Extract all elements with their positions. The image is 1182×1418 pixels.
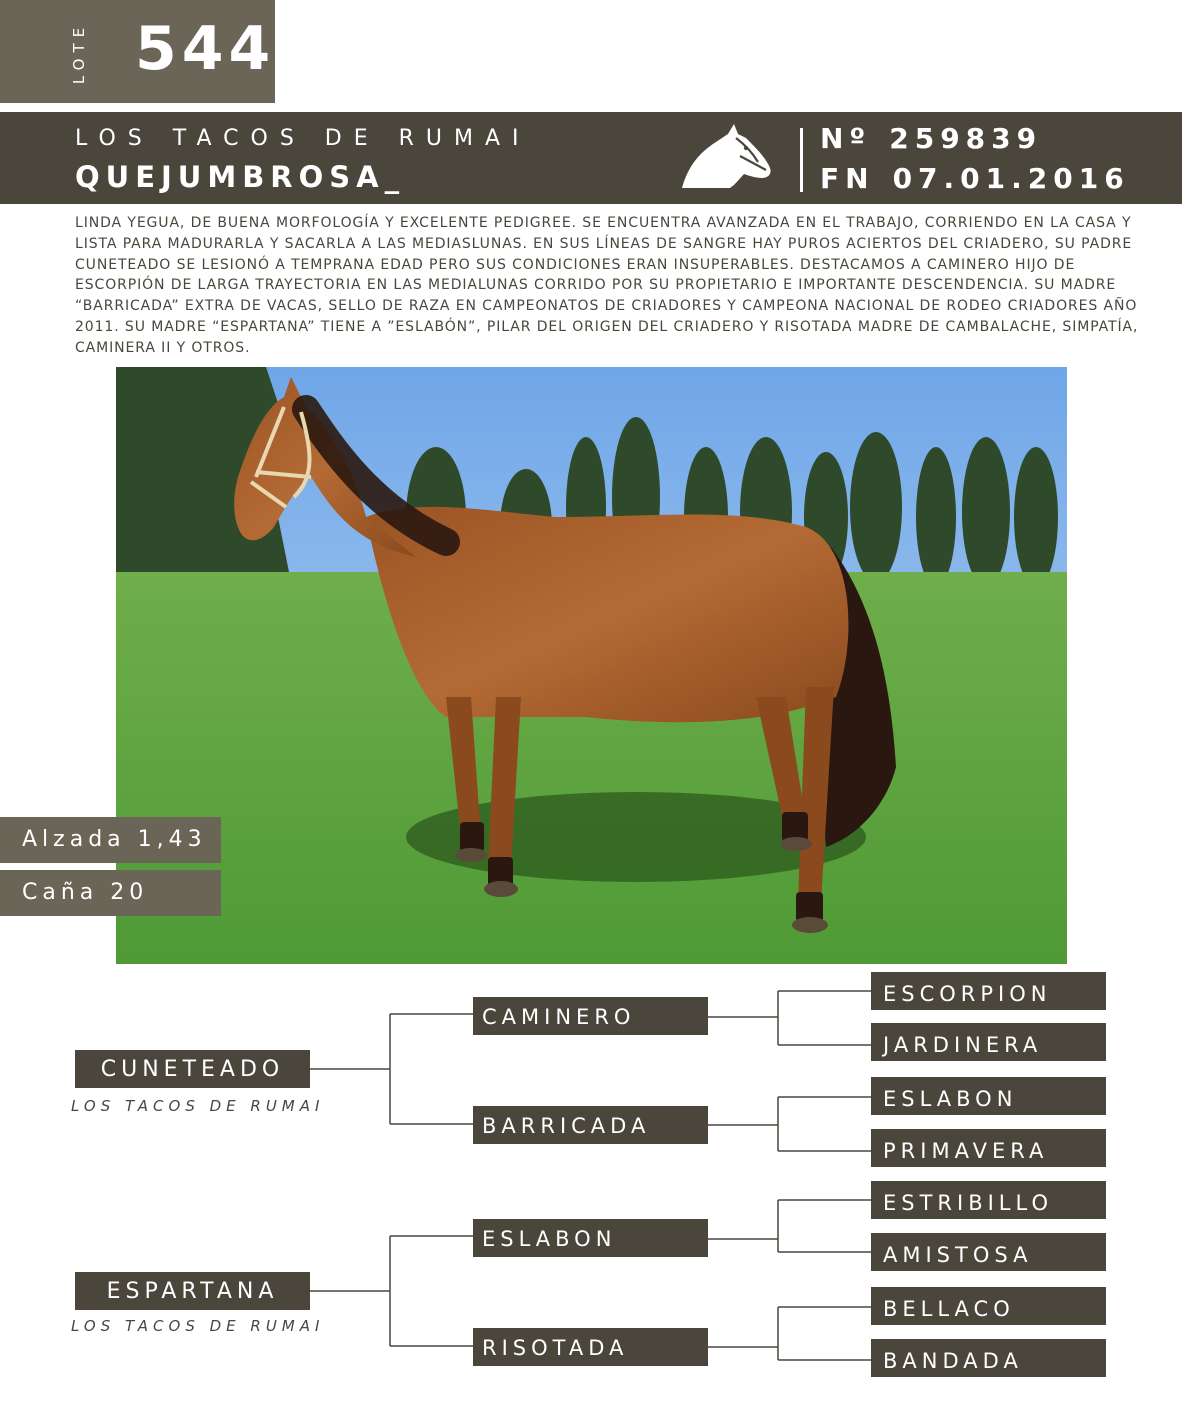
gen2-maternal-grandsire: ESLABON — [473, 1219, 708, 1257]
gen3-ancestor: JARDINERA — [871, 1023, 1106, 1061]
cana-badge: Caña 20 — [0, 870, 221, 916]
lot-box — [0, 0, 275, 103]
gen3-ancestor: BANDADA — [871, 1339, 1106, 1377]
lot-label: LOTE — [70, 21, 89, 85]
sire-breeder: LOS TACOS DE RUMAI — [71, 1097, 325, 1115]
header-divider — [800, 128, 803, 192]
horse-photo — [116, 367, 1067, 964]
registration-line — [820, 122, 1042, 155]
breeder-name: LOS TACOS DE RUMAI — [75, 126, 531, 151]
gen3-ancestor: ESCORPION — [871, 972, 1106, 1010]
birth-line — [820, 162, 1130, 195]
gen2-paternal-granddam: BARRICADA — [473, 1106, 708, 1144]
horse-head-icon — [678, 122, 774, 194]
horse-name: QUEJUMBROSA_ — [75, 160, 406, 194]
birth-date: 07.01.2016 — [892, 162, 1130, 195]
gen2-maternal-granddam: RISOTADA — [473, 1328, 708, 1366]
pedigree-tree — [0, 960, 1182, 1418]
gen3-ancestor: PRIMAVERA — [871, 1129, 1106, 1167]
dam-breeder: LOS TACOS DE RUMAI — [71, 1317, 325, 1335]
registration-number: 259839 — [889, 122, 1043, 155]
description-text: LINDA YEGUA, DE BUENA MORFOLOGÍA Y EXCELENTE PEDIGREE. SE ENCUENTRA AVANZADA EN EL TRABAJO, CORRIENDO EN LA CASA Y LISTA PARA MADURARLA Y SACARLA A LAS MEDIASLUNAS. EN SUS LÍNEAS DE SANGRE HAY PUROS ACIERTOS DEL CRIADERO, SU PADRE CUNETEADO SE LESIONÓ A TEMPRANA EDAD PERO SUS CONDICIONES ERAN INSUPERABLES. DESTACAMOS A CAMINERO HIJO DE ESCORPIÓN DE LARGA TRAYECTORIA EN LAS MEDIALUNAS CORRIDO POR SU PROPIETARIO E IMPORTANTE DESCENDENCIA. SU MADRE “BARRICADA” EXTRA DE VACAS, SELLO DE RAZA EN CAMPEONATOS DE CRIADORES Y CAMPEONA NACIONAL DE RODEO CRIADORES AÑO 2011. SU MADRE “ESPARTANA” TIENE A ”ESLABÓN”, PILAR DEL ORIGEN DEL CRIADERO Y RISOTADA MADRE DE CAMBALACHE, SIMPATÍA, CAMINERA II Y OTROS. — [75, 215, 1139, 356]
lot-label-wrapper — [70, 18, 96, 88]
dam-name: ESPARTANA — [75, 1272, 310, 1310]
gen3-ancestor: BELLACO — [871, 1287, 1106, 1325]
gen2-paternal-grandsire: CAMINERO — [473, 997, 708, 1035]
header-bar — [0, 112, 1182, 204]
alzada-badge: Alzada 1,43 — [0, 817, 221, 863]
gen3-ancestor: ESLABON — [871, 1077, 1106, 1115]
gen3-ancestor: ESTRIBILLO — [871, 1181, 1106, 1219]
registration-label: Nº — [820, 122, 872, 155]
gen3-ancestor: AMISTOSA — [871, 1233, 1106, 1271]
sire-name: CUNETEADO — [75, 1050, 310, 1088]
birth-label: FN — [820, 162, 875, 195]
lot-number: 544 — [135, 14, 276, 84]
